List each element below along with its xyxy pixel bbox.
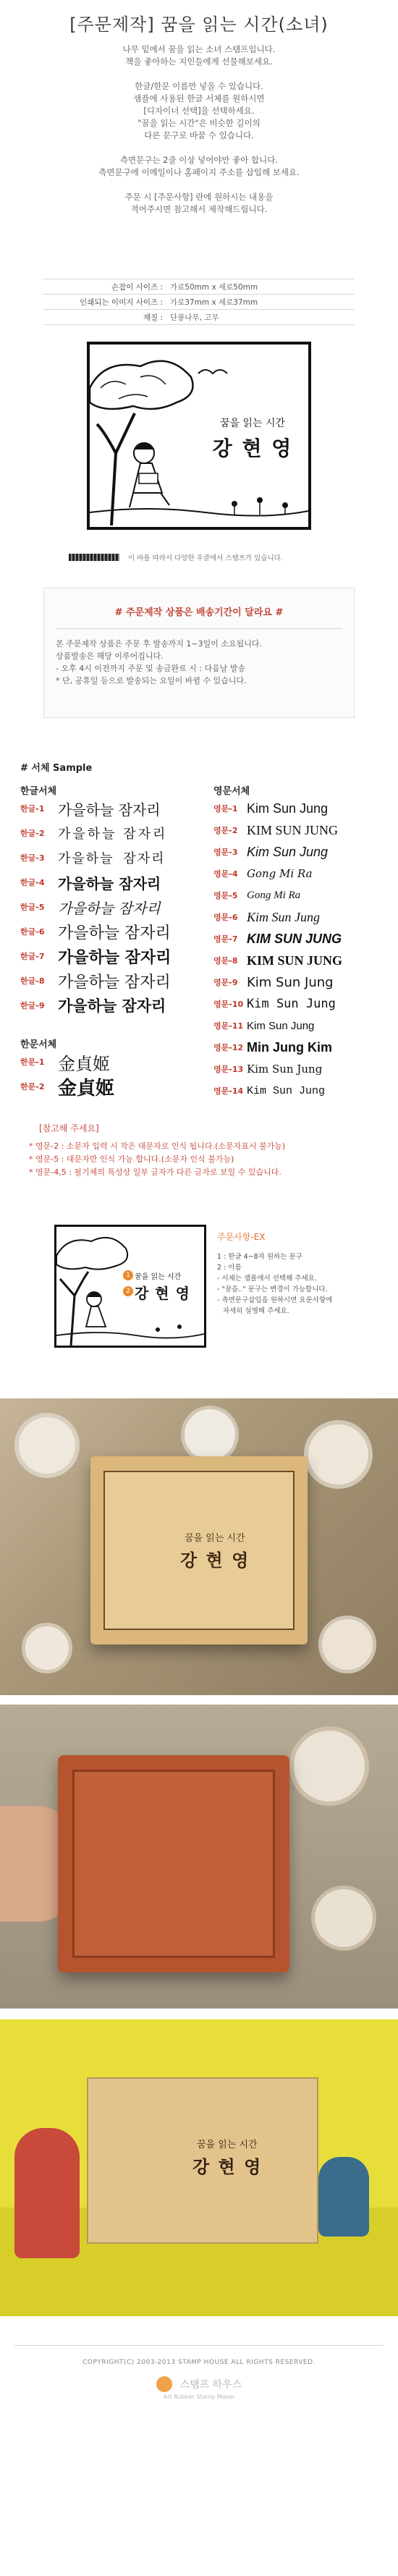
page-title: [주문제작] 꿈을 읽는 시간(소녀) bbox=[69, 14, 329, 35]
example-name: 강 현 영 bbox=[135, 1285, 190, 1302]
korean-font-title: 한글서체 bbox=[20, 786, 57, 797]
footer bbox=[0, 2345, 398, 2576]
photo-button-decor bbox=[304, 1420, 373, 1489]
font-tag: 영문-3 bbox=[213, 848, 238, 857]
font-sample: Kim Sun Jung bbox=[247, 997, 336, 1011]
rubber-stamp bbox=[58, 1755, 289, 1972]
intro-line bbox=[0, 142, 398, 154]
font-row bbox=[213, 971, 387, 993]
example-line: - "꿈을.." 문구는 변경이 가능합니다. bbox=[217, 1285, 328, 1293]
spec-row bbox=[43, 279, 355, 294]
font-sample: KIM SUN JUNG bbox=[247, 953, 343, 968]
font-tag: 한글-8 bbox=[20, 976, 45, 986]
font-row bbox=[213, 1058, 387, 1080]
font-sample: Kim Sun Jung bbox=[247, 974, 334, 990]
font-sample: Gong Mi Ra bbox=[247, 867, 313, 880]
font-sample: 가을하늘 잠자리 bbox=[58, 924, 171, 942]
example-line: 2 : 이름 bbox=[217, 1264, 242, 1272]
example-phrase: 꿈을 읽는 시간 bbox=[135, 1273, 182, 1281]
font-tag: 한글-1 bbox=[20, 804, 45, 814]
spec-label: 인쇄되는 이미지 사이즈 : bbox=[80, 297, 163, 307]
example-stamp bbox=[54, 1225, 206, 1348]
font-row bbox=[213, 906, 387, 928]
font-tag: 한글-9 bbox=[20, 1001, 45, 1010]
font-row bbox=[213, 928, 387, 950]
font-sample: Kim Sun Jung bbox=[247, 1019, 315, 1032]
font-sample: Kim Sun Jung bbox=[247, 1063, 323, 1076]
font-sample: 가을하늘 잠자리 bbox=[58, 973, 171, 992]
brand-name: 스탬프 하우스 bbox=[179, 2379, 242, 2391]
divider bbox=[43, 324, 355, 325]
font-tag: 한문-1 bbox=[20, 1057, 45, 1067]
rubber-relief bbox=[72, 1770, 275, 1958]
notice-line: 상품발송은 해당 이루어집니다. bbox=[56, 651, 164, 661]
shipping-notice bbox=[43, 588, 355, 718]
stamp-name: 강 현 영 bbox=[180, 1550, 250, 1571]
english-font-list bbox=[213, 798, 387, 1102]
font-sample: Gong Mi Ra bbox=[247, 889, 301, 901]
tip-row bbox=[69, 552, 344, 563]
hanja-font-title: 한문서체 bbox=[20, 1039, 57, 1050]
example-line: 자세히 설명해 주세요. bbox=[223, 1307, 289, 1315]
font-sample: Kim Sun Jung bbox=[247, 1084, 326, 1097]
font-tag: 영문-10 bbox=[213, 1000, 244, 1009]
footer-copyright: COPYRIGHT(C) 2003-2013 STAMP HOUSE ALL RIGHTS RESERVED. bbox=[82, 2359, 316, 2366]
font-row bbox=[213, 993, 387, 1015]
font-sample: 金貞姬 bbox=[58, 1077, 115, 1099]
font-row bbox=[20, 895, 201, 919]
divider bbox=[14, 2345, 384, 2346]
font-sample: 金貞姬 bbox=[58, 1053, 110, 1074]
font-row bbox=[213, 798, 387, 819]
font-tag: 영문-4 bbox=[213, 869, 238, 879]
intro-line: 측면문구에 이메일이나 홈페이지 주소를 삽입해 보세요. bbox=[98, 167, 300, 177]
font-sample: 가을하늘 잠자리 bbox=[58, 874, 161, 892]
spec-value: 가로37mm x 세로37mm bbox=[170, 297, 258, 307]
font-sample: Kim Sun Jung bbox=[247, 844, 329, 859]
example-line: - 측면문구삽입을 원하시면 요문사항에 bbox=[217, 1296, 333, 1304]
intro-line: 적어주시면 참고해서 제작해드립니다. bbox=[130, 204, 268, 214]
reference-line: * 영문-2 : 소문자 입력 시 작은 대문자로 인식 됩니다.(소문자표시 불가능) bbox=[29, 1141, 286, 1151]
photo-button-decor bbox=[318, 1616, 376, 1673]
font-sample: 가을하늘 잠자리 bbox=[58, 899, 161, 917]
photo-button-decor bbox=[289, 1726, 369, 1806]
font-sample: KIM SUN JUNG bbox=[247, 822, 339, 837]
font-tag: 영문-9 bbox=[213, 978, 238, 987]
stamp-name: 강 현 영 bbox=[212, 436, 293, 460]
font-sample: 가을하늘 잠자리 bbox=[58, 801, 161, 819]
font-row bbox=[20, 796, 201, 821]
font-sample: 가을하늘 잠자리 bbox=[58, 948, 172, 967]
intro-line: 다른 문구로 바꿀 수 있습니다. bbox=[144, 130, 254, 140]
font-tag: 영문-5 bbox=[213, 891, 238, 900]
toy-figure bbox=[318, 2157, 369, 2237]
brand-subtitle: Art Rubber Stamp Maker bbox=[163, 2394, 235, 2400]
font-sample: Min Jung Kim bbox=[247, 1039, 332, 1055]
reference-line: * 영문-4,5 : 필기체의 특성상 일부 글자가 다른 글자로 보일 수 있습니다. bbox=[29, 1167, 281, 1177]
font-tag: 한글-2 bbox=[20, 829, 45, 838]
font-tag: 한글-5 bbox=[20, 903, 45, 912]
font-tag: 한글-6 bbox=[20, 927, 45, 937]
intro-line: 측면문구는 2줄 이상 넣어야만 좋아 합니다. bbox=[119, 155, 279, 165]
font-row bbox=[213, 1015, 387, 1036]
intro-line: 주문 시 [주문사항] 란에 원하시는 내용을 bbox=[124, 192, 274, 202]
stamp-phrase: 꿈을 읽는 시간 bbox=[197, 2140, 258, 2150]
example-line: - 서체는 샘플에서 선택해 주세요. bbox=[217, 1275, 317, 1283]
spec-row bbox=[43, 310, 355, 324]
intro-line: 샘플에 사용된 한글 서체를 원하시면 bbox=[133, 93, 265, 104]
intro-line bbox=[0, 179, 398, 191]
toy-figure bbox=[14, 2128, 80, 2258]
example-line: 1 : 한글 4~8자 원하는 문구 bbox=[217, 1253, 302, 1261]
stamp-preview bbox=[87, 342, 311, 530]
font-row bbox=[20, 993, 201, 1018]
intro-text bbox=[0, 43, 398, 216]
intro-line: 책을 좋아하는 지인들에게 선물해보세요. bbox=[125, 56, 273, 67]
tip-text: 이 바를 따라서 다양한 우클에서 스탬프가 있습니다. bbox=[128, 554, 283, 562]
spec-row bbox=[43, 295, 355, 309]
font-tag: 한글-4 bbox=[20, 878, 45, 887]
font-row bbox=[213, 950, 387, 971]
font-sample: 가을하늘 잠자리 bbox=[58, 827, 168, 842]
reference-line: * 영문-5 : 대문자만 인식 가능 합니다.(소문자 인식 불가능) bbox=[29, 1154, 234, 1164]
font-tag: 한글-3 bbox=[20, 853, 45, 863]
reference-title: [참고해 주세요] bbox=[39, 1123, 99, 1133]
photo-button-decor bbox=[22, 1623, 72, 1673]
spec-label: 손잡이 사이즈 : bbox=[111, 282, 163, 292]
font-section-title: # 서체 Sample bbox=[20, 763, 93, 774]
notice-line: 본 주문제작 상품은 주문 후 발송까지 1~3일이 소요됩니다. bbox=[56, 639, 262, 649]
korean-font-list bbox=[20, 796, 201, 1018]
notice-body bbox=[44, 638, 354, 687]
reference-notes bbox=[29, 1122, 376, 1179]
font-row bbox=[20, 944, 201, 968]
divider bbox=[56, 628, 342, 629]
notice-title: # 주문제작 상품은 배송기간이 달라요 # bbox=[114, 607, 284, 618]
font-sample: 가을하늘 잠자리 bbox=[58, 851, 166, 866]
stamp-print bbox=[103, 1471, 295, 1630]
intro-line: 나무 밑에서 꿈을 읽는 소녀 스탬프입니다. bbox=[122, 44, 276, 54]
intro-line: 한글/한문 이름만 넣을 수 있습니다. bbox=[135, 81, 263, 91]
wood-stamp bbox=[90, 1456, 308, 1644]
font-row bbox=[213, 884, 387, 906]
font-tag: 영문-2 bbox=[213, 826, 238, 835]
stamp-name: 강 현 영 bbox=[192, 2157, 263, 2177]
font-tag: 영문-12 bbox=[213, 1043, 244, 1052]
font-tag: 한문-2 bbox=[20, 1082, 45, 1091]
marker-1: 1 bbox=[123, 1270, 133, 1280]
font-tag: 영문-14 bbox=[213, 1086, 244, 1096]
product-photo-1 bbox=[0, 1398, 398, 1695]
example-instructions bbox=[217, 1230, 384, 1317]
intro-line bbox=[0, 68, 398, 80]
english-font-title: 영문서체 bbox=[213, 786, 250, 797]
intro-line: "꿈을 읽는 시간"은 비슷한 길이의 bbox=[137, 118, 261, 128]
font-row bbox=[213, 841, 387, 863]
font-tag: 영문-13 bbox=[213, 1065, 244, 1074]
font-tag: 영문-1 bbox=[213, 804, 238, 814]
wood-stamp bbox=[87, 2077, 318, 2244]
font-sample: 가을하늘 잠자리 bbox=[58, 997, 166, 1015]
example-title: 주문사항-EX bbox=[217, 1232, 266, 1242]
font-row bbox=[213, 819, 387, 841]
spec-value: 가로50mm x 세로50mm bbox=[170, 282, 258, 292]
font-sample: Kim Sun Jung bbox=[247, 909, 320, 924]
photo-button-decor bbox=[311, 1885, 376, 1951]
font-row bbox=[213, 863, 387, 884]
font-row bbox=[20, 968, 201, 993]
hanja-font-list bbox=[20, 1050, 201, 1099]
font-row bbox=[20, 1050, 201, 1074]
product-photo-2 bbox=[0, 1705, 398, 2009]
notice-line: * 단, 공휴일 등으로 발송되는 요일이 바뀔 수 있습니다. bbox=[56, 676, 247, 685]
marker-2: 2 bbox=[123, 1286, 133, 1296]
font-row bbox=[20, 821, 201, 845]
intro-line: [디자이너 선택]을 선택하세요. bbox=[143, 106, 255, 116]
photo-button-decor bbox=[181, 1406, 239, 1464]
font-row bbox=[20, 1074, 201, 1099]
font-tag: 한글-7 bbox=[20, 952, 45, 961]
font-row bbox=[213, 1036, 387, 1058]
footer-brand bbox=[0, 2376, 398, 2392]
product-photo-3 bbox=[0, 2019, 398, 2316]
font-tag: 영문-8 bbox=[213, 956, 238, 966]
spec-list bbox=[43, 279, 355, 325]
font-row bbox=[20, 845, 201, 870]
font-row bbox=[20, 919, 201, 944]
brand-logo-icon bbox=[156, 2376, 172, 2392]
font-tag: 영문-11 bbox=[213, 1021, 244, 1031]
notice-line: - 오후 4시 이전까지 주문 및 송금완료 시 : 다음날 발송 bbox=[56, 664, 246, 673]
stamp-phrase: 꿈을 읽는 시간 bbox=[185, 1533, 245, 1544]
stamp-phrase: 꿈을 읽는 시간 bbox=[219, 418, 286, 429]
photo-button-decor bbox=[14, 1413, 80, 1478]
tip-bar bbox=[69, 554, 119, 561]
font-row bbox=[213, 1080, 387, 1102]
font-sample: Kim Sun Jung bbox=[247, 801, 329, 816]
font-tag: 영문-6 bbox=[213, 913, 238, 922]
font-sample: KIM SUN JUNG bbox=[247, 931, 342, 946]
spec-value: 단풍나무, 고무 bbox=[170, 313, 219, 322]
font-row bbox=[20, 870, 201, 895]
font-tag: 영문-7 bbox=[213, 934, 238, 944]
spec-label: 재질 : bbox=[143, 313, 163, 322]
